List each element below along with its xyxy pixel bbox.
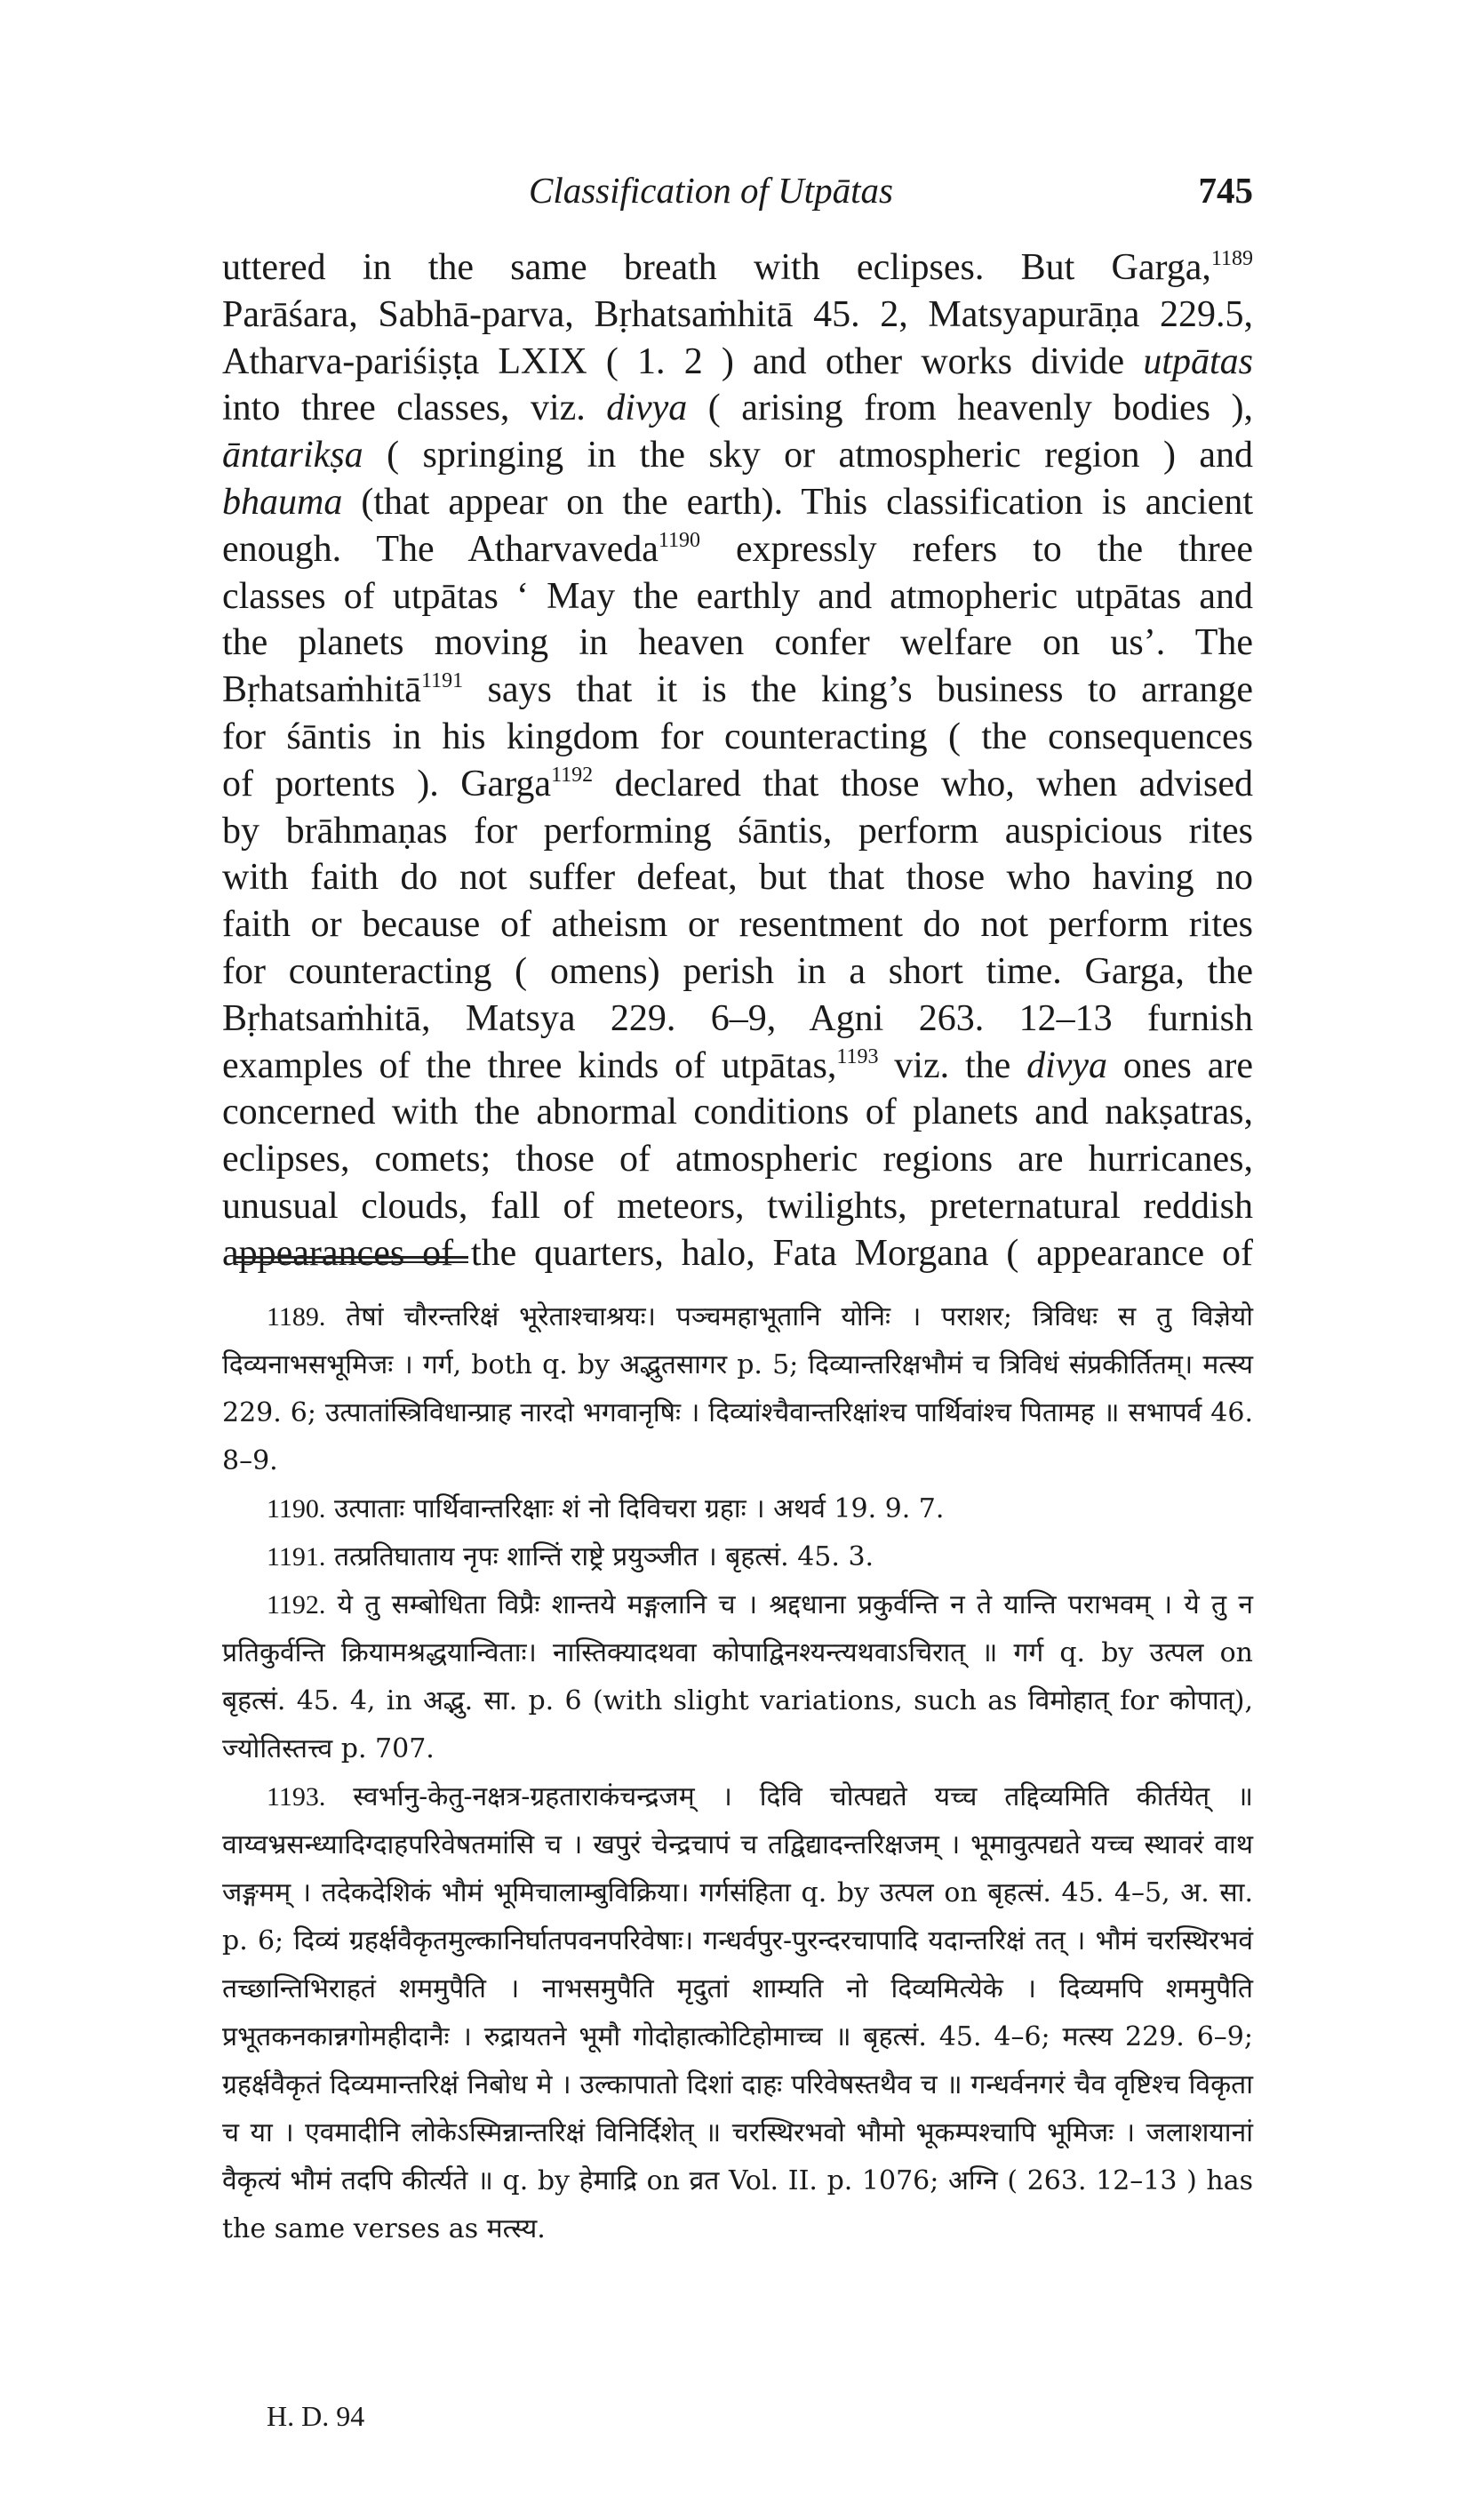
footnote-ref: 1189 <box>1210 247 1253 270</box>
text-line: for śāntis in his kingdom for counteracting ( the consequences <box>222 716 1253 757</box>
footnote <box>222 1533 1253 1581</box>
running-title: Classification of Utpātas <box>528 170 894 211</box>
footnote <box>222 1581 1253 1773</box>
footnote-text: स्वर्भानु-केतु-नक्षत्र-ग्रहताराकंचन्द्रजम् । दिवि चोत्पद्यते यच्च तद्दिव्यमिति कीर्तयेत् ॥ वाय्वभ्रसन्ध्यादिग्दाहपरिवेषतमांसि च । खपुरं चेन्द्रचापं च तद्विद्यादन्तरिक्षजम् । भूमावुत्पद्यते यच्च स्थावरं वाथ जङ्गमम् । तदेकदेशिकं भौमं भूमिचालाम्बुविक्रिया। गर्गसंहिता q. by उत्पल on बृहत्सं. 45. 4–5, अ. सा. p. 6; दिव्यं ग्रहर्क्षवैकृतमुल्कानिर्घातपवनपरिवेषाः। गन्धर्वपुर-पुरन्दरचापादि यदान्तरिक्षं तत् । भौमं चरस्थिरभवं तच्छान्तिभिराहतं शममुपैति । नाभसमुपैति मृदुतां शाम्यति नो दिव्यमित्येके । दिव्यमपि शममुपैति प्रभूतकनकान्नगोमहीदानैः । रुद्रायतने भूमौ गोदोहात्कोटिहोमाच्च ॥ बृहत्सं. 45. 4–6; मत्स्य 229. 6–9; ग्रहर्क्षवैकृतं दिव्यमान्तरिक्षं निबोध मे । उल्कापातो दिशां दाहः परिवेषस्तथैव च ॥ गन्धर्वनगरं चैव वृष्टिश्च विकृता च या । एवमादीनि लोकेऽस्मिन्नान्तरिक्षं विनिर्दिशेत् ॥ चरस्थिरभवो भौमो भूकम्पश्चापि भूमिजः । जलाशयानां वैकृत्यं भौमं तदपि कीर्त्यते ॥ q. by हेमाद्रि on व्रत Vol. II. p. 1076; अग्नि ( 263. 12–13 ) has the same verses as मत्स्य. <box>222 1781 1253 2244</box>
text-line: for counteracting ( omens) perish in a short time. Garga, the <box>222 950 1253 992</box>
footnote-number: 1189. <box>267 1302 326 1332</box>
text-line: āntarikṣa ( springing in the sky or atmospheric region ) and <box>222 435 1253 476</box>
footnote-ref: 1190 <box>658 528 700 552</box>
text-line: with faith do not suffer defeat, but that those who having no <box>222 857 1253 899</box>
page-header <box>222 169 1253 222</box>
text-line: Bṛhatsaṁhitā$^{1191}$ says that it is the king’s business to arrange <box>222 669 1253 711</box>
text-line: of portents ). Garga$^{1192}$ declared that those who, when advised <box>222 763 1253 804</box>
text-line: appearances of the quarters, halo, Fata Morgana ( appearance of <box>222 1232 1253 1274</box>
text-line: into three classes, viz. divya ( arising from heavenly bodies ), <box>222 388 1253 429</box>
footnote-number: 1190. <box>267 1494 326 1524</box>
footnote-number: 1193. <box>267 1782 326 1812</box>
text-line: concerned with the abnormal conditions of planets and nakṣatras, <box>222 1092 1253 1133</box>
footnote-ref: 1191 <box>420 669 464 693</box>
footnotes <box>222 1293 1253 2253</box>
footnote-divider <box>236 1256 468 1263</box>
footnote-number: 1192. <box>267 1590 326 1620</box>
footnote-ref: 1192 <box>551 763 594 787</box>
text-line: bhauma (that appear on the earth). This classification is ancient <box>222 481 1253 523</box>
text-line: examples of the three kinds of utpātas,$^{1193}$ viz. the divya ones are <box>222 1044 1253 1086</box>
footnote <box>222 1293 1253 1485</box>
text-line: Parāśara, Sabhā-parva, Bṛhatsaṁhitā 45. 2, Matsyapurāṇa 229.5, <box>222 293 1253 335</box>
signature-mark: H. D. 94 <box>267 2400 365 2432</box>
text-line: by brāhmaṇas for performing śāntis, perform auspicious rites <box>222 810 1253 852</box>
page-number: 745 <box>1198 170 1253 211</box>
footnote-text: उत्पाताः पार्थिवान्तरिक्षाः शं नो दिविचरा ग्रहाः । अथर्व 19. 9. 7. <box>333 1493 945 1524</box>
text-line: faith or because of atheism or resentment do not perform rites <box>222 904 1253 946</box>
footnote-text: ये तु सम्बोधिता विप्रैः शान्तये मङ्गलानि च । श्रद्दधाना प्रकुर्वन्ति न ते यान्ति पराभवम् । ये तु न प्रतिकुर्वन्ति क्रियामश्रद्धयान्विताः। नास्तिक्यादथवा कोपाद्विनश्यन्त्यथवाऽचिरात् ॥ गर्ग q. by उत्पल on बृहत्सं. 45. 4, in अद्भु. सा. p. 6 (with slight variations, such as विमोहात् for कोपात्), ज्योतिस्तत्त्व p. 707. <box>222 1589 1253 1764</box>
text-line: Bṛhatsaṁhitā, Matsya 229. 6–9, Agni 263. 12–13 furnish <box>222 997 1253 1039</box>
footnote-text: तेषां चौरन्तरिक्षं भूरेताश्चाश्रयः। पञ्चमहाभूतानि योनिः । पराशर; त्रिविधः स तु विज्ञेयो दिव्यनाभसभूमिजः । गर्ग, both q. by अद्भुतसागर p. 5; दिव्यान्तरिक्षभौमं च त्रिविधं संप्रकीर्तितम्। मत्स्य 229. 6; उत्पातांस्त्रिविधान्प्राह नारदो भगवानृषिः । दिव्यांश्चैवान्तरिक्षांश्च पार्थिवांश्च पितामह ॥ सभापर्व 46. 8–9. <box>222 1301 1253 1476</box>
text-line: classes of utpātas ‘ May the earthly and atmopheric utpātas and <box>222 575 1253 617</box>
text-line: eclipses, comets; those of atmospheric regions are hurricanes, <box>222 1139 1253 1180</box>
footnote-ref: 1193 <box>836 1044 879 1068</box>
text-line: unusual clouds, fall of meteors, twilights, preternatural reddish <box>222 1185 1253 1227</box>
text-line: uttered in the same breath with eclipses. But Garga,$^{1189}$ <box>222 247 1253 288</box>
footnote <box>222 1773 1253 2253</box>
footnote <box>222 1485 1253 1533</box>
main-text <box>222 244 1253 1277</box>
footnote-text: तत्प्रतिघाताय नृपः शान्तिं राष्ट्रे प्रयुञ्जीत । बृहत्सं. 45. 3. <box>333 1541 874 1572</box>
footnote-number: 1191. <box>267 1542 326 1572</box>
text-line: the planets moving in heaven confer welfare on us’. The <box>222 622 1253 664</box>
text-line: Atharva-pariśiṣṭa LXIX ( 1. 2 ) and other works divide utpātas <box>222 340 1253 382</box>
text-line: enough. The Atharvaveda$^{1190}$ expressly refers to the three <box>222 528 1253 570</box>
